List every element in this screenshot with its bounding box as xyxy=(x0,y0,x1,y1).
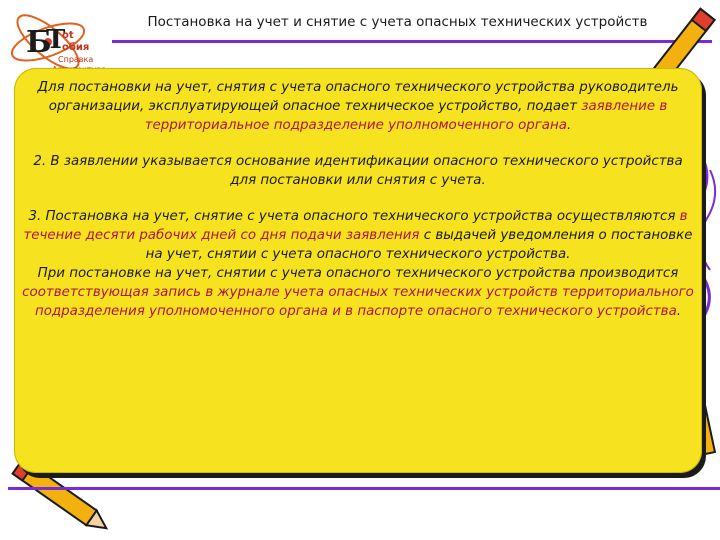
logo xyxy=(8,8,113,76)
svg-text:обия: обия xyxy=(62,42,90,53)
paragraph-3-highlight: в течение десяти рабочих дней со дня подачи заявления xyxy=(23,209,688,243)
bottom-rule xyxy=(8,487,720,490)
title-rule xyxy=(112,40,712,43)
svg-text:ot: ot xyxy=(62,30,74,41)
paragraph-4-end: . xyxy=(676,304,682,319)
paragraph-1-text: Для постановки на учет, снятия с учета опасного технического устройства руководитель организации, эксплуатирующей опасное техническое устройство, подает xyxy=(37,80,679,114)
paragraph-1-highlight: заявление в территориальное подразделение уполномоченного органа xyxy=(144,99,668,133)
paragraph-4-text: При постановке на учет, снятии с учета опасного технического устройства производится xyxy=(37,266,679,281)
paragraph-1 xyxy=(22,78,694,135)
content-text xyxy=(22,78,694,321)
paragraph-2: 2. В заявлении указывается основание идентификации опасного технического устройства для постановки или снятия с учета. xyxy=(33,154,683,188)
paragraph-3 xyxy=(22,207,694,264)
paragraph-4 xyxy=(22,264,694,321)
svg-text:Т: Т xyxy=(46,25,66,55)
paragraph-1-end: . xyxy=(566,118,572,133)
svg-text:Б: Б xyxy=(26,25,52,60)
page-title: Постановка на учет и снятие с учета опасных технических устройств xyxy=(147,14,648,30)
spacer xyxy=(22,190,694,207)
paragraph-3-text: 3. Постановка на учет, снятие с учета опасного технического устройства осуществляются xyxy=(28,209,680,224)
svg-text:Справка: Справка xyxy=(58,55,94,64)
spacer xyxy=(22,135,694,152)
paragraph-3-end: с выдачей уведомления о постановке на учет, снятии с учета опасного технического устройства. xyxy=(145,228,693,262)
paragraph-4-highlight: соответствующая запись в журнале учета опасных технических устройств территориального подразделения уполномоченного органа и в паспорте опасного технического устройства xyxy=(22,285,694,319)
